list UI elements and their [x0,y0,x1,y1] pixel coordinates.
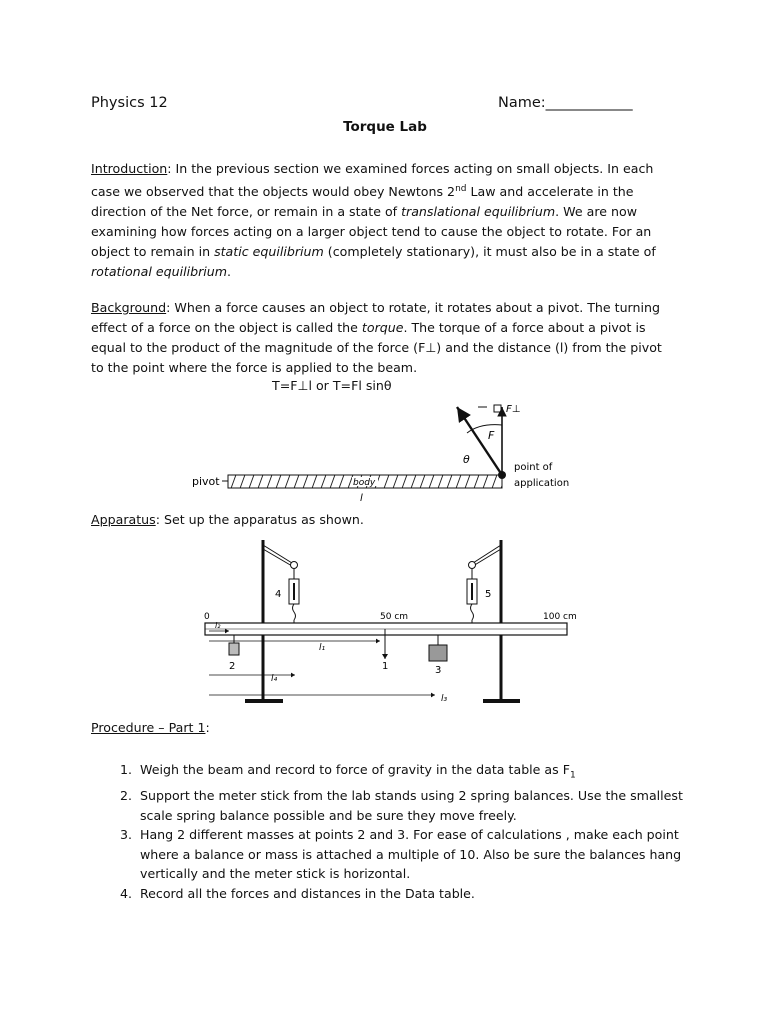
torque-diagram [180,395,600,505]
distance-l-label: l [360,493,363,504]
procedure-step-4: 4. Record all the forces and distances in the Data table. [136,884,711,904]
body-label: body [353,478,376,488]
procedure-steps [91,760,711,903]
spring-balance-4 [289,562,299,624]
procedure-heading: Procedure – Part 1 [91,720,206,735]
force-F-label: F [488,429,495,442]
distance-l2-label: l₂ [215,621,221,630]
distance-l3-label: l₃ [441,694,448,704]
hanging-mass-3 [429,635,447,661]
scale-100-label: 100 cm [543,612,577,622]
point-of-label: point of [514,462,553,473]
point-4-label: 4 [275,589,282,600]
point-3-label: 3 [435,665,442,676]
name-field-label: Name:____________ [498,95,633,111]
apparatus-heading: Apparatus [91,512,156,527]
apparatus-line: Apparatus: Set up the apparatus as shown. [91,512,364,527]
page-title: Torque Lab [343,119,427,135]
f-perp-label: F⊥ [506,404,521,415]
procedure-step-3: 3. Hang 2 different masses at points 2 and 3. For ease of calculations , make each point where a balance or mass is attached a multiple of 10. Also be sure the balances hang vertically and the meter stick is horizontal. [136,825,711,884]
right-stand [473,540,520,701]
point-1-label: 1 [382,661,389,672]
apparatus-diagram [195,535,585,715]
scale-50-label: 50 cm [380,612,409,622]
course-label: Physics 12 [91,95,168,111]
procedure-step-2: 2. Support the meter stick from the lab stands using 2 spring balances. Use the smallest scale spring balance possible and be sure they move freely. [136,786,711,825]
theta-label: θ [463,453,470,466]
introduction-heading: Introduction [91,161,168,176]
background-paragraph: Background: When a force causes an object to rotate, it rotates about a pivot. The turning effect of a force on the object is called the torque. The torque of a force about a pivot is equal to the product of the magnitude of the force (F⊥) and the distance (l) from the pivot to the point where the force is applied to the beam. [91,300,662,375]
background-heading: Background [91,300,167,315]
point-5-label: 5 [485,589,492,600]
torque-formula: T=F⊥l or T=Fl sinθ [272,378,392,393]
left-stand [245,540,292,701]
distance-l4-label: l₄ [271,674,278,684]
pivot-label: pivot [192,475,220,488]
point-2-label: 2 [229,661,236,672]
introduction-paragraph: Introduction: In the previous section we examined forces acting on small objects. In each case we observed that the objects would obey Newtons 2nd Law and accelerate in the direction of the Net force, or remain in a state of translational equilibrium. We are now examining how forces acting on a larger object tend to cause the object to rotate. For an object to remain in static equilibrium (completely stationary), it must also be in a state of rotational equilibrium. [91,161,656,280]
distance-l1-label: l₁ [319,643,326,653]
scale-0-label: 0 [204,612,210,622]
hanging-mass-2 [229,635,239,655]
spring-balance-5 [467,562,477,624]
procedure-step-1: 1. Weigh the beam and record to force of gravity in the data table as $F_1$ [136,760,711,786]
procedure-heading-line: Procedure – Part 1: [91,720,210,735]
application-label: application [514,478,570,489]
